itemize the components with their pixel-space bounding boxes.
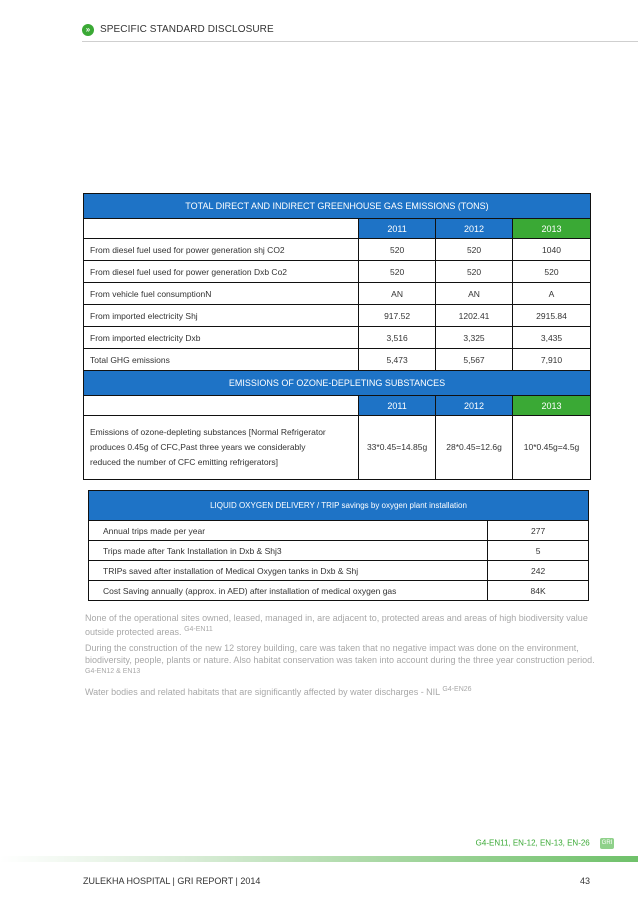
paragraph-text: Water bodies and related habitats that are significantly affected by water discharges - NIL	[85, 687, 440, 697]
ghg-year-row	[84, 219, 591, 239]
table-row	[89, 541, 589, 561]
row-value: 277	[488, 521, 589, 541]
ods-table-title: EMISSIONS OF OZONE-DEPLETING SUBSTANCES	[84, 371, 591, 396]
gri-reference: G4-EN12 & EN13	[85, 668, 141, 675]
paragraph	[85, 612, 595, 638]
ods-table-header	[84, 371, 591, 396]
gri-badge: GRI	[600, 838, 614, 849]
cell-2011: 3,516	[359, 327, 436, 349]
cell-2012: 1202.41	[436, 305, 513, 327]
row-label: From diesel fuel used for power generation shj CO2	[84, 239, 359, 261]
cell-2012: 520	[436, 261, 513, 283]
cell-2013: 2915.84	[513, 305, 591, 327]
row-label: Trips made after Tank Installation in Dxb & Shj3	[89, 541, 488, 561]
year-2012: 2012	[436, 219, 513, 239]
table-row	[89, 521, 589, 541]
cell-2011: 520	[359, 261, 436, 283]
chevron-right-icon: »	[82, 24, 94, 36]
page-number: 43	[579, 876, 590, 886]
ods-label-line: produces 0.45g of CFC,Past three years we considerably	[90, 442, 306, 452]
table-row	[84, 283, 591, 305]
cell-2013: 3,435	[513, 327, 591, 349]
ods-cell-2013: 10*0.45g=4.5g	[513, 416, 591, 480]
ghg-emissions-table	[83, 193, 591, 480]
page-header	[82, 22, 638, 42]
ods-label-line: Emissions of ozone-depleting substances [Normal Refrigerator	[90, 427, 326, 437]
row-label: From vehicle fuel consumptionN	[84, 283, 359, 305]
row-label: From diesel fuel used for power generation Dxb Co2	[84, 261, 359, 283]
table-row	[84, 239, 591, 261]
cell-2011: 917.52	[359, 305, 436, 327]
row-label: Cost Saving annually (approx. in AED) after installation of medical oxygen gas	[89, 581, 488, 601]
paragraph	[85, 684, 595, 698]
oxygen-table-title: LIQUID OXYGEN DELIVERY / TRIP savings by oxygen plant installation	[89, 491, 589, 521]
table-row	[89, 561, 589, 581]
row-label: Annual trips made per year	[89, 521, 488, 541]
year-2013: 2013	[513, 219, 591, 239]
cell-2011: 5,473	[359, 349, 436, 371]
cell-2013: A	[513, 283, 591, 305]
cell-2013: 1040	[513, 239, 591, 261]
table-row	[84, 305, 591, 327]
gri-refs-text: G4-EN11, EN-12, EN-13, EN-26	[475, 838, 590, 848]
row-label: From imported electricity Shj	[84, 305, 359, 327]
gri-reference: G4-EN26	[442, 686, 472, 693]
ods-cell-2011: 33*0.45=14.85g	[359, 416, 436, 480]
row-value: 84K	[488, 581, 589, 601]
cell-2012: 3,325	[436, 327, 513, 349]
gri-index-refs	[476, 838, 614, 849]
table-row	[84, 416, 591, 480]
row-label: Total GHG emissions	[84, 349, 359, 371]
row-value: 242	[488, 561, 589, 581]
ods-cell-2012: 28*0.45=12.6g	[436, 416, 513, 480]
gri-reference: G4-EN11	[184, 626, 213, 633]
body-text	[85, 612, 595, 702]
cell-2012: 520	[436, 239, 513, 261]
footer-gradient-bar	[0, 856, 638, 862]
cell-2011: 520	[359, 239, 436, 261]
section-title: SPECIFIC STANDARD DISCLOSURE	[100, 24, 274, 35]
year-2011: 2011	[359, 219, 436, 239]
ods-label-line: reduced the number of CFC emitting refrigerators]	[90, 457, 279, 467]
table-row	[84, 349, 591, 371]
oxygen-delivery-table	[88, 490, 589, 601]
ghg-table-header	[84, 194, 591, 219]
header-divider	[82, 41, 638, 42]
table-row	[84, 327, 591, 349]
ods-year-2012: 2012	[436, 396, 513, 416]
footer-report-title: ZULEKHA HOSPITAL | GRI REPORT | 2014	[83, 876, 261, 886]
ods-row-label	[84, 416, 359, 480]
ods-year-2013: 2013	[513, 396, 591, 416]
table-row	[89, 581, 589, 601]
cell-2013: 7,910	[513, 349, 591, 371]
paragraph-text: During the construction of the new 12 storey building, care was taken that no negative impact was done on the environment, biodiversity, people, plants or nature. Also habitat conservation was taken into account during the three year construction period.	[85, 643, 595, 665]
row-label: TRIPs saved after installation of Medical Oxygen tanks in Dxb & Shj	[89, 561, 488, 581]
ods-year-2011: 2011	[359, 396, 436, 416]
paragraph	[85, 642, 595, 680]
cell-2011: AN	[359, 283, 436, 305]
cell-2013: 520	[513, 261, 591, 283]
cell-2012: 5,567	[436, 349, 513, 371]
cell-2012: AN	[436, 283, 513, 305]
paragraph-text: None of the operational sites owned, leased, managed in, are adjacent to, protected areas and areas of high biodiversity value outside protected areas.	[85, 613, 588, 637]
oxygen-table-header	[89, 491, 589, 521]
table-row	[84, 261, 591, 283]
ghg-table-title: TOTAL DIRECT AND INDIRECT GREENHOUSE GAS EMISSIONS (TONS)	[84, 194, 591, 219]
row-label: From imported electricity Dxb	[84, 327, 359, 349]
row-value: 5	[488, 541, 589, 561]
ods-year-row	[84, 396, 591, 416]
